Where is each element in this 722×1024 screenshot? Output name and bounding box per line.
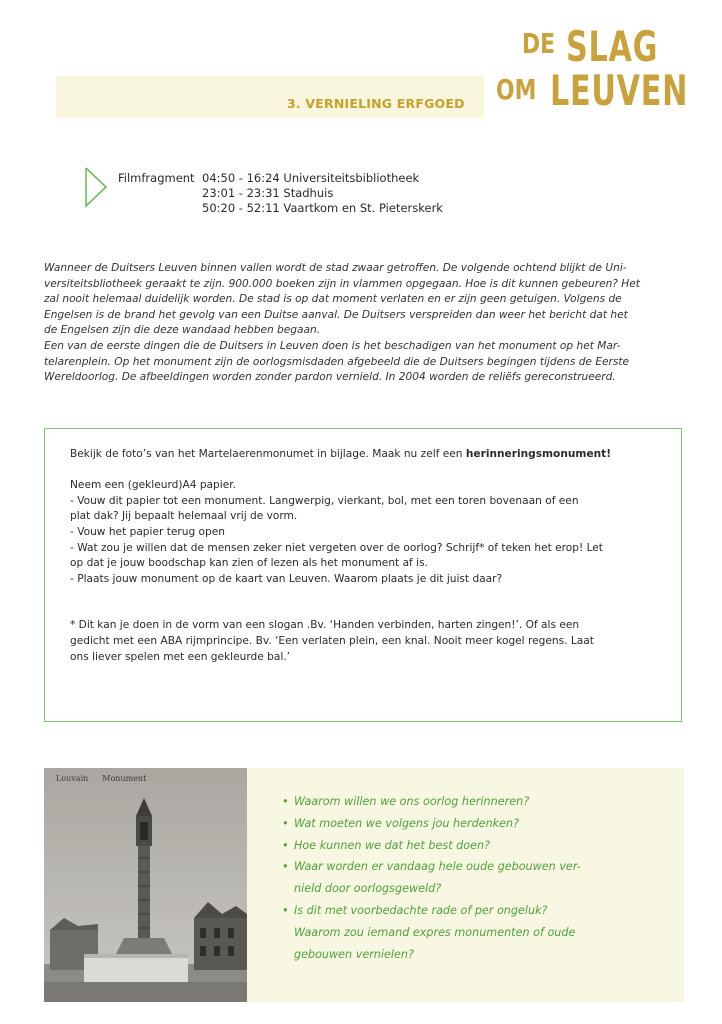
intro-line: Engelsen is de brand het gevolg van een Duitse aanval. De Duitsers verspreiden dan weer het bericht dat het [44,308,628,321]
film-times [202,171,443,216]
film-time-2: 23:01 - 23:31 Stadhuis [202,186,334,200]
question-line: Waarom zou iemand expres monumenten of oude [294,925,576,939]
question-line: • Wat moeten we volgens jou herdenken? [294,816,520,830]
logo-word-slag: SLAG [566,22,659,71]
intro-line: Wereldoorlog. De afbeeldingen worden zonder pardon vernield. In 2004 worden de reliëfs gereconstrueerd. [44,371,616,384]
question-line: • Waar worden er vandaag hele oude gebouwen ver- [294,860,581,874]
film-label: Filmfragment [118,171,195,185]
intro-line: telarenplein. Op het monument zijn de oorlogsmisdaden afgebeeld die de Duitsers begingen tijdens de Eerste [44,355,630,368]
question-item [282,856,662,900]
photo-caption-city: Louvain [56,774,89,783]
assignment-step: op dat je jouw boodschap kan zien of lezen als het monument af is. [70,557,428,570]
intro-text [44,261,680,386]
question-item [282,900,662,965]
play-icon [84,166,108,208]
logo-word-de: DE [522,27,556,60]
intro-line: versiteitsbliotheek geraakt te zijn. 900.000 boeken zijn in vlammen opgegaan. Hoe is dit kunnen gebeuren? Het [44,277,640,290]
question-item [282,791,662,813]
logo-word-om: OM [496,73,537,106]
assignment-step: - Wat zou je willen dat de mensen zeker niet vergeten over de oorlog? Schrijf* of teken het erop! Let [70,541,603,554]
assignment-step: - Plaats jouw monument op de kaart van Leuven. Waarom plaats je dit juist daar? [70,572,503,585]
logo-de-slag-om-leuven [496,24,686,119]
intro-line: Wanneer de Duitsers Leuven binnen vallen wordt de stad zwaar getroffen. De volgende ochtend blijkt de Uni- [44,262,627,274]
film-time-1: 04:50 - 16:24 Universiteitsbibliotheek [202,171,420,185]
intro-line: de Engelsen zijn die deze wandaad hebben begaan. [44,324,321,337]
question-item [282,813,662,835]
footnote-line: gedicht met een ABA rijmprincipe. Bv. ‘Een verlaten plein, een knal. Nooit meer kogel regens. Laat [70,634,594,647]
question-item [282,835,662,857]
assignment-step: plat dak? Jij bepaalt helemaal vrij de vorm. [70,510,298,523]
reflection-questions [282,791,662,965]
question-line: • Is dit met voorbedachte rade of per ongeluk? [294,903,548,917]
intro-line: zal nooit helemaal duidelijk worden. De stad is op dat moment verlaten en er zijn geen getuigen. Volgens de [44,293,622,306]
monument-photo-illustration [44,768,247,1002]
assignment-step: Neem een (gekleurd)A4 papier. [70,479,236,492]
question-line: nield door oorlogsgeweld? [294,882,442,896]
section-title: 3. VERNIELING ERFGOED [287,96,465,111]
monument-photo [44,768,247,1002]
film-time-3: 50:20 - 52:11 Vaartkom en St. Pieterskerk [202,201,443,215]
photo-caption-sub: Monument [102,774,147,783]
assignment-text [70,447,660,665]
footnote-line: ons liever spelen met een gekleurde bal.’ [70,650,291,663]
question-line: gebouwen vernielen? [294,947,414,961]
assignment-intro-bold: herinneringsmonument! [465,448,612,460]
footnote-line: * Dit kan je doen in de vorm van een slogan .Bv. ‘Handen verbinden, harten zingen!’. Of als een [70,619,580,632]
assignment-step: - Vouw dit papier tot een monument. Langwerpig, vierkant, bol, met een toren bovenaan of een [70,494,579,507]
intro-line: Een van de eerste dingen die de Duitsers in Leuven doen is het beschadigen van het monument op het Mar- [44,339,621,352]
photo-caption [56,774,160,783]
assignment-intro [70,447,660,463]
question-line: • Hoe kunnen we dat het best doen? [294,838,490,852]
assignment-intro-text: Bekijk de foto’s van het Martelaerenmonumet in bijlage. Maak nu zelf een [70,448,466,460]
assignment-step: - Vouw het papier terug open [70,525,225,538]
logo-word-leuven: LEUVEN [549,66,688,115]
question-line: • Waarom willen we ons oorlog herinneren? [294,795,530,808]
